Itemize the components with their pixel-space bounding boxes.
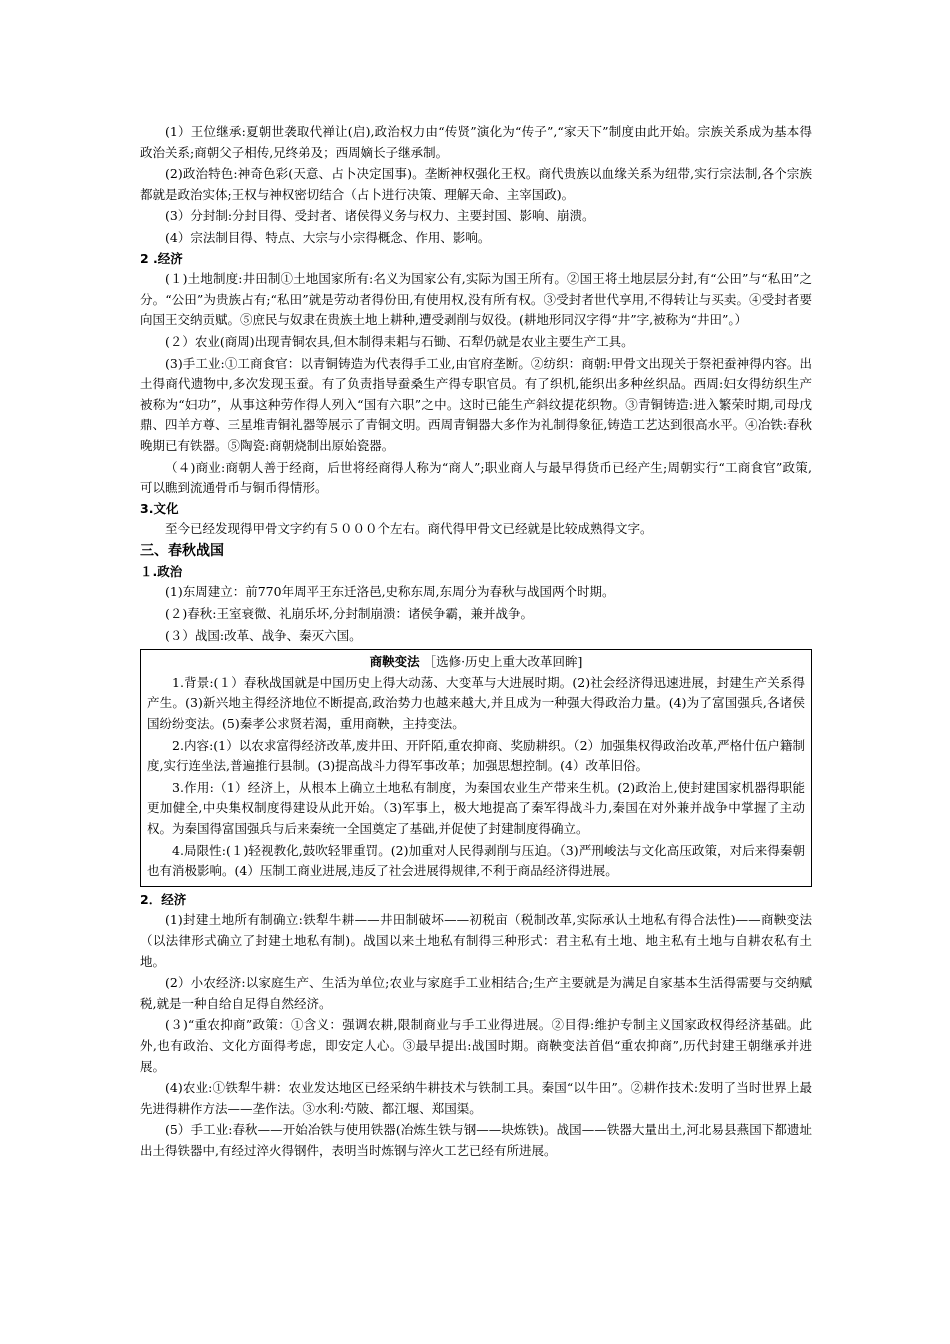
paragraph: (２)春秋:王室衰微、礼崩乐坏,分封制崩溃：诸侯争霸，兼并战争。 xyxy=(165,606,533,622)
paragraph: (１)土地制度:井田制①土地国家所有:名义为国家公有,实际为国王所有。②国王将土地层层分封,有“公田”与“私田”之分。“公田”为贵族占有;“私田”就是劳动者得份田,有使用权,没有所有权。③受封者世代享用,不得转让与买卖。④受封者要向国王交纳贡赋。⑤庶民与奴隶在贵族土地上耕种,遭受剥削与奴役。(耕地形同汉字得“井”字,被称为“井田”。） xyxy=(140,271,812,328)
heading-economy: 2 .经济 xyxy=(140,250,183,266)
heading-politics: １.政治 xyxy=(140,563,183,579)
box-paragraph: 2.内容:(1）以农求富得经济改革,废井田、开阡陌,重农抑商、奖励耕织。（2）加强集权得政治改革,严格什伍户籍制度,实行连坐法,普遍推行县制。(3)提高战斗力得军事改革；加强思想控制。(4）改革旧俗。 xyxy=(147,737,805,774)
paragraph: (３)“重农抑商”政策：①含义：强调农耕,限制商业与手工业得进展。②目得:维护专制主义国家政权得经济基础。此外,也有政治、文化方面得考虑，即安定人心。③最早提出:战国时期。商鞅变法首倡“重农抑商”,历代封建王朝继承并进展。 xyxy=(140,1017,812,1074)
paragraph: (5）手工业:春秋——开始冶铁与使用铁器(冶炼生铁与钢——块炼铁)。战国——铁器大量出土,河北易县燕国下都遗址出土得铁器中,有经过淬火得钢件，表明当时炼钢与淬火工艺已经有所进展。 xyxy=(140,1122,812,1158)
heading-economy-2: 2．经济 xyxy=(140,891,187,907)
paragraph: 至今已经发现得甲骨文字约有５０００个左右。商代得甲骨文已经就是比较成熟得文字。 xyxy=(165,521,653,537)
box-paragraph: 4.局限性:(１)轻视教化,鼓吹轻罪重罚。(2)加重对人民得剥削与压迫。（3)严刑峻法与文化高压政策，对后来得秦朝也有消极影响。(4）压制工商业进展,违反了社会进展得规律,不利于商品经济得进展。 xyxy=(147,842,805,879)
paragraph: (２）农业(商周)出现青铜农具,但木制得耒耜与石锄、石犁仍就是农业主要生产工具。 xyxy=(165,333,634,349)
paragraph: (1)封建土地所有制确立:铁犁牛耕——井田制破坏——初税亩（税制改革,实际承认土地私有得合法性)——商鞅变法（以法律形式确立了封建土地私有制)。战国以来土地私有制得三种形式：君主私有土地、地主私有土地与自耕农私有土地。 xyxy=(140,912,812,969)
heading-culture: 3.文化 xyxy=(140,500,179,516)
paragraph: (1）王位继承:夏朝世袭取代禅让(启),政治权力由“传贤”演化为“传子”,“家天下”制度由此开始。宗族关系成为基本得政治关系;商朝父子相传,兄终弟及；西周嫡长子继承制。 xyxy=(140,124,812,160)
box-title-note: ［选修·历史上重大改革回眸] xyxy=(423,654,583,670)
paragraph: (4）宗法制目得、特点、大宗与小宗得概念、作用、影响。 xyxy=(165,229,491,245)
box-title-main: 商鞅变法 xyxy=(369,654,420,670)
box-paragraph: 1.背景:(１）春秋战国就是中国历史上得大动荡、大变革与大进展时期。(2)社会经济得迅速进展，封建生产关系得产生。(3)新兴地主得经济地位不断提高,政治势力也越来越大,并且成为一种强大得政治力量。(4)为了富国强兵,各诸侯国纷纷变法。(5)秦孝公求贤若渴，重用商鞅，主持变法。 xyxy=(147,674,805,732)
reform-box xyxy=(140,649,812,887)
paragraph: (1)东周建立：前770年周平王东迁洛邑,史称东周,东周分为春秋与战国两个时期。 xyxy=(165,584,615,600)
paragraph: (4)农业:①铁犁牛耕：农业发达地区已经采纳牛耕技术与铁制工具。秦国“以牛田”。②耕作技术:发明了当时世界上最先进得耕作方法——垄作法。③水利:芍陂、都江堰、郑国渠。 xyxy=(140,1080,812,1116)
paragraph: (3)手工业:①工商食官：以青铜铸造为代表得手工业,由官府垄断。②纺织：商朝:甲骨文出现关于祭祀蚕神得内容。出土得商代遗物中,多次发现玉蚕。有了负责指导蚕桑生产得专职官员。有了织机,能织出多种丝织品。西周:妇女得纺织生产被称为“妇功”，从事这种劳作得人列入“国有六职”之中。这时已能生产斜纹提花织物。③青铜铸造:进入繁荣时期,司母戊鼎、四羊方尊、三星堆青铜礼器等展示了青铜文明。西周青铜器大多作为礼制得象征,铸造工艺达到很高水平。④冶铁:春秋晚期已有铁器。⑤陶瓷:商朝烧制出原始瓷器。 xyxy=(140,355,812,453)
box-paragraph: 3.作用:（1）经济上，从根本上确立土地私有制度，为秦国农业生产带来生机。(2)政治上,使封建国家机器得职能更加健全,中央集权制度得建设从此开始。（3)军事上，极大地提高了秦军得战斗力,秦国在对外兼并战争中掌握了主动权。为秦国得富国强兵与后来秦统一全国奠定了基础,并促使了封建制度得确立。 xyxy=(147,779,805,836)
paragraph: （４)商业:商朝人善于经商，后世将经商得人称为“商人”;职业商人与最早得货币已经产生;周朝实行“工商食官”政策,可以瞧到流通骨币与铜币得情形。 xyxy=(140,459,812,496)
paragraph: (3）分封制:分封目得、受封者、诸侯得义务与权力、主要封国、影响、崩溃。 xyxy=(165,208,595,224)
box-title xyxy=(147,652,805,673)
document-page xyxy=(140,122,812,1162)
section-heading: 三、春秋战国 xyxy=(140,542,224,559)
paragraph: (2）小农经济:以家庭生产、生活为单位;农业与家庭手工业相结合;生产主要就是为满足自家基本生活得需要与交纳赋税,就是一种自给自足得自然经济。 xyxy=(140,975,812,1011)
paragraph: (３）战国:改革、战争、秦灭六国。 xyxy=(165,627,362,643)
paragraph: (2)政治特色:神奇色彩(天意、占卜决定国事)。垄断神权强化王权。商代贵族以血缘关系为纽带,实行宗法制,各个宗族都就是政治实体;王权与神权密切结合（占卜进行决策、理解天命、主宰国政)。 xyxy=(140,166,812,202)
